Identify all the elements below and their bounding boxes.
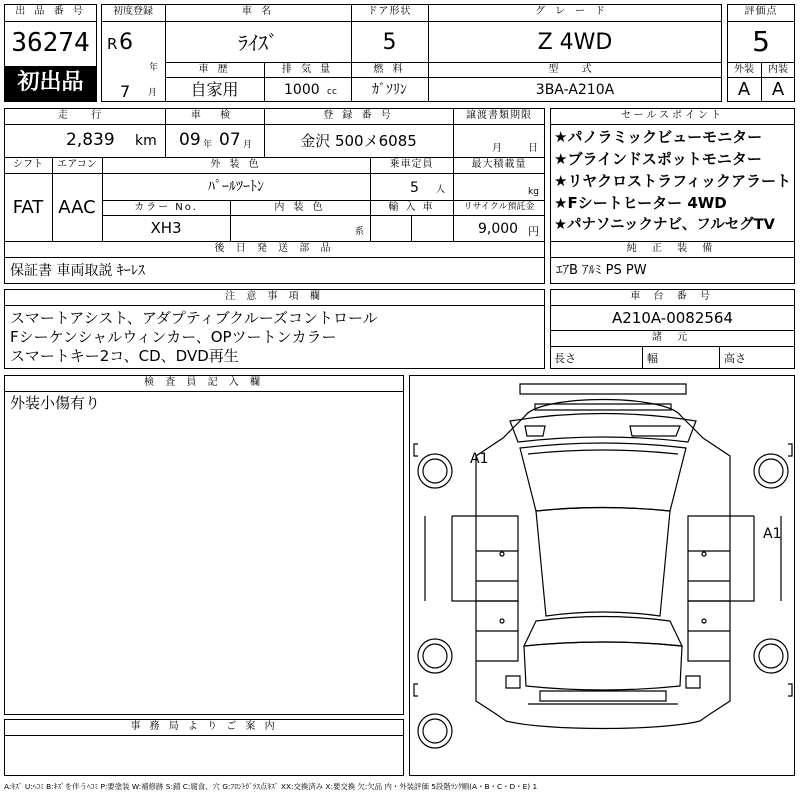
interior-color-label: 内 装 色 bbox=[274, 202, 326, 213]
history-label: 車 歴 bbox=[198, 64, 231, 75]
capacity: 5 bbox=[410, 180, 419, 196]
shift-label: シフト bbox=[13, 159, 43, 170]
legend: A:ｷｽﾞ U:ﾍｺﾐ B:ｷｽﾞを伴うﾍｺﾐ P:要塗装 W:補修跡 S:錆 C:腐食、穴 G:ﾌﾛﾝﾄｶﾞﾗｽ点ｷｽﾞ XX:交換済み X:要交換 欠:欠品 内・外装評価 5段階ﾗﾝｸ順(A・B・C・D・E) 1 bbox=[4, 782, 538, 791]
equipment: ｴｱB ｱﾙﾐ PS PW bbox=[556, 263, 647, 278]
fuel-label: 燃 料 bbox=[373, 64, 406, 75]
notes-label: 注 意 事 項 欄 bbox=[225, 291, 324, 302]
chassis-number: A210A-0082564 bbox=[611, 309, 734, 327]
inspection-label: 車 検 bbox=[190, 110, 239, 121]
sales-point-item: ★Fシートヒーター 4WD bbox=[554, 194, 727, 212]
car-diagram bbox=[409, 375, 795, 776]
recycle-fee: 9,000 bbox=[478, 221, 519, 237]
note-line: スマートキー2コ、CD、DVD再生 bbox=[10, 347, 239, 365]
first-registration-label: 初度登録 bbox=[113, 6, 153, 17]
sales-points-label: セールスポイント bbox=[620, 110, 725, 121]
fuel: ｶﾞｿﾘﾝ bbox=[372, 82, 407, 98]
equipment-label: 純 正 装 備 bbox=[626, 243, 719, 254]
registration-year-unit: 年 bbox=[149, 63, 159, 73]
mileage: 2,839 bbox=[66, 130, 115, 150]
doors: 5 bbox=[382, 30, 397, 55]
max-load-label: 最大積載量 bbox=[471, 159, 527, 170]
capacity-label: 乗車定員 bbox=[389, 159, 434, 170]
mileage-label: 走 行 bbox=[57, 110, 112, 121]
plate-label: 登 録 番 号 bbox=[323, 110, 394, 121]
length-label: 長さ bbox=[554, 352, 576, 365]
inspection-month: 07 bbox=[219, 130, 241, 150]
model-label: 型 式 bbox=[548, 64, 602, 75]
door-label: ドア形状 bbox=[367, 6, 412, 17]
interior-grade: A bbox=[771, 79, 785, 100]
displacement-label: 排 気 量 bbox=[281, 64, 334, 75]
transfer-doc-label: 譲渡書類期限 bbox=[466, 110, 532, 121]
inspection-month-unit: 月 bbox=[243, 140, 253, 150]
plate-number: 金沢 500メ6085 bbox=[300, 132, 417, 150]
later-parts: 保証書 車両取説 ｷｰﾚｽ bbox=[10, 263, 145, 279]
width-label: 幅 bbox=[647, 352, 658, 365]
chassis-label: 車 台 番 号 bbox=[630, 291, 715, 302]
mileage-unit: km bbox=[135, 133, 157, 149]
interior-color-unit: 系 bbox=[355, 227, 365, 237]
inspector-notes: 外装小傷有り bbox=[10, 394, 101, 412]
grade-label: グレード bbox=[535, 6, 615, 17]
first-listing-label: 初出品 bbox=[17, 70, 84, 95]
aircon-label: エアコン bbox=[57, 159, 97, 170]
score-label: 評価点 bbox=[744, 6, 778, 17]
overall-score: 5 bbox=[752, 25, 770, 58]
grade: Z 4WD bbox=[537, 30, 613, 55]
registration-era: R bbox=[107, 35, 118, 53]
registration-month-unit: 月 bbox=[148, 88, 158, 98]
transfer-day-unit: 日 bbox=[528, 143, 538, 154]
office-label: 事 務 局 よ り ご 案 内 bbox=[130, 721, 278, 732]
recycle-label: リサイクル預託金 bbox=[463, 202, 535, 212]
damage-mark: A1 bbox=[470, 451, 489, 467]
model-code: 3BA-A210A bbox=[535, 82, 615, 98]
sales-point-item: ★パナソニックナビ、フルセグTV bbox=[554, 217, 775, 233]
displacement-unit: cc bbox=[327, 87, 337, 97]
damage-mark: A1 bbox=[763, 526, 782, 542]
exterior-grade-label: 外装 bbox=[734, 64, 754, 75]
exterior-color-label: 外 装 色 bbox=[210, 159, 262, 170]
car-name: ﾗｲｽﾞ bbox=[238, 31, 278, 55]
history: 自家用 bbox=[190, 80, 239, 99]
exterior-grade: A bbox=[737, 79, 751, 100]
inspector-box bbox=[4, 375, 404, 715]
later-parts-label: 後 日 発 送 部 品 bbox=[214, 243, 335, 254]
sales-point-item: ★パノラミックビューモニター bbox=[554, 128, 763, 146]
lot-label: 出 品 番 号 bbox=[15, 6, 86, 17]
note-line: Fシーケンシャルウィンカー、OPツートンカラー bbox=[10, 328, 337, 346]
exterior-color: ﾊﾟｰﾙﾂｰﾄﾝ bbox=[208, 179, 264, 195]
registration-year: 6 bbox=[119, 30, 133, 55]
inspection-year: 09 bbox=[179, 130, 201, 150]
aircon: AAC bbox=[58, 197, 96, 218]
inspector-label: 検 査 員 記 入 欄 bbox=[144, 377, 264, 388]
color-no-label: カラー No. bbox=[134, 202, 198, 213]
recycle-unit: 円 bbox=[528, 225, 539, 238]
sales-point-item: ★ブラインドスポットモニター bbox=[554, 150, 762, 168]
interior-grade-label: 内装 bbox=[768, 64, 788, 75]
lot-number: 36274 bbox=[11, 28, 90, 58]
capacity-unit: 人 bbox=[436, 185, 446, 195]
sales-point-item: ★リヤクロストラフィックアラート bbox=[554, 172, 791, 190]
max-load-unit: kg bbox=[528, 187, 539, 197]
height-label: 高さ bbox=[724, 352, 746, 365]
registration-month: 7 bbox=[120, 82, 131, 101]
shift: FAT bbox=[12, 197, 44, 218]
inspection-year-unit: 年 bbox=[203, 140, 213, 150]
note-line: スマートアシスト、アダプティブクルーズコントロール bbox=[10, 309, 378, 327]
displacement: 1000 bbox=[284, 82, 320, 98]
car-name-label: 車 名 bbox=[241, 6, 275, 17]
transfer-month-unit: 月 bbox=[492, 143, 502, 154]
import-label: 輸 入 車 bbox=[388, 202, 435, 213]
color-no: XH3 bbox=[150, 219, 182, 237]
dims-label: 諸 元 bbox=[651, 332, 694, 343]
